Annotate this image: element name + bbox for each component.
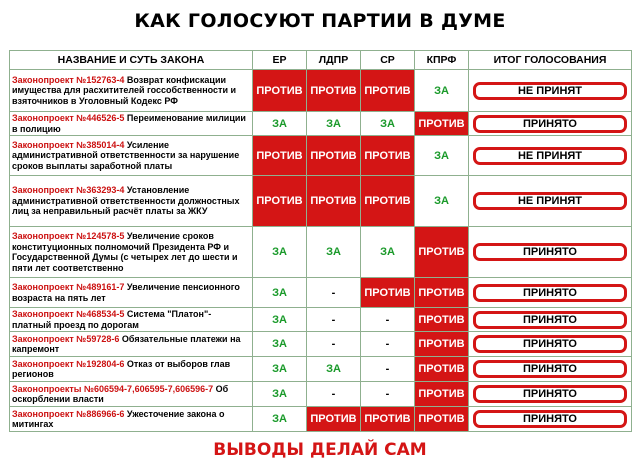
- votes-table: [9, 50, 632, 432]
- law-description: Система "Платон"- платный проезд по дорогам: [12, 309, 212, 330]
- vote-sr: -: [361, 357, 415, 382]
- result-cell: [469, 278, 632, 308]
- result-badge: ПРИНЯТО: [473, 284, 627, 302]
- result-cell: [469, 176, 632, 227]
- law-number: Законопроект №489161-7: [12, 282, 125, 292]
- law-description: Усиление административной ответственности за нарушение сроков выплаты заработной платы: [12, 139, 240, 171]
- vote-er: ПРОТИВ: [253, 176, 307, 227]
- result-cell: [469, 70, 632, 112]
- vote-sr: ЗА: [361, 227, 415, 278]
- law-description: Увеличение пенсионного возраста на пять лет: [12, 282, 240, 303]
- vote-kprf: ПРОТИВ: [415, 382, 469, 407]
- vote-er: ЗА: [253, 407, 307, 432]
- table-row: [10, 227, 632, 278]
- vote-ldpr: -: [307, 382, 361, 407]
- law-description: Об оскорблении власти: [12, 383, 229, 404]
- vote-sr: -: [361, 332, 415, 357]
- law-number: Законопроект №468534-5: [12, 309, 125, 319]
- vote-sr: ПРОТИВ: [361, 407, 415, 432]
- table-header-row: [10, 51, 632, 70]
- law-number: Законопроект №152763-4: [12, 74, 125, 85]
- result-cell: [469, 227, 632, 278]
- law-cell: [10, 136, 253, 176]
- vote-er: ЗА: [253, 112, 307, 136]
- vote-er: ПРОТИВ: [253, 136, 307, 176]
- law-description: Переименование милиции в полицию: [12, 113, 246, 134]
- vote-ldpr: ЗА: [307, 357, 361, 382]
- result-cell: [469, 136, 632, 176]
- vote-sr: ПРОТИВ: [361, 278, 415, 308]
- law-cell: [10, 382, 253, 407]
- vote-ldpr: ЗА: [307, 112, 361, 136]
- vote-ldpr: -: [307, 308, 361, 332]
- result-badge: ПРИНЯТО: [473, 385, 627, 403]
- vote-kprf: ПРОТИВ: [415, 407, 469, 432]
- result-badge: ПРИНЯТО: [473, 360, 627, 378]
- vote-er: ЗА: [253, 308, 307, 332]
- result-badge: ПРИНЯТО: [473, 410, 627, 428]
- law-cell: [10, 308, 253, 332]
- vote-kprf: ПРОТИВ: [415, 332, 469, 357]
- vote-kprf: ПРОТИВ: [415, 227, 469, 278]
- table-row: [10, 112, 632, 136]
- table-row: [10, 70, 632, 112]
- table-row: [10, 382, 632, 407]
- vote-ldpr: ЗА: [307, 227, 361, 278]
- result-cell: [469, 308, 632, 332]
- table-row: [10, 308, 632, 332]
- vote-sr: ПРОТИВ: [361, 136, 415, 176]
- result-badge: ПРИНЯТО: [473, 335, 627, 353]
- law-cell: [10, 70, 253, 112]
- result-badge: ПРИНЯТО: [473, 243, 627, 261]
- law-number: Законопроект №886966-6: [12, 408, 125, 419]
- result-cell: [469, 357, 632, 382]
- vote-ldpr: -: [307, 278, 361, 308]
- vote-kprf: ПРОТИВ: [415, 112, 469, 136]
- header-result: ИТОГ ГОЛОСОВАНИЯ: [469, 51, 632, 70]
- header-sr: СР: [361, 51, 415, 70]
- law-cell: [10, 278, 253, 308]
- vote-er: ЗА: [253, 278, 307, 308]
- result-badge: ПРИНЯТО: [473, 311, 627, 329]
- vote-ldpr: ПРОТИВ: [307, 70, 361, 112]
- footer-slogan: ВЫВОДЫ ДЕЛАЙ САМ: [213, 440, 427, 460]
- vote-er: ПРОТИВ: [253, 70, 307, 112]
- vote-kprf: ПРОТИВ: [415, 357, 469, 382]
- result-cell: [469, 332, 632, 357]
- vote-er: ЗА: [253, 357, 307, 382]
- vote-kprf: ПРОТИВ: [415, 278, 469, 308]
- vote-ldpr: ПРОТИВ: [307, 136, 361, 176]
- result-badge: НЕ ПРИНЯТ: [473, 192, 627, 210]
- table-row: [10, 407, 632, 432]
- vote-ldpr: -: [307, 332, 361, 357]
- result-badge: НЕ ПРИНЯТ: [473, 147, 627, 165]
- law-number: Законопроект №446526-5: [12, 113, 125, 123]
- law-description: Отказ от выборов глав регионов: [12, 358, 231, 379]
- law-number: Законопроекты №606594-7,606595-7,606596-7: [12, 383, 214, 394]
- header-law: НАЗВАНИЕ И СУТЬ ЗАКОНА: [10, 51, 253, 70]
- law-description: Обязательные платежи на капремонт: [12, 333, 241, 354]
- law-cell: [10, 112, 253, 136]
- law-cell: [10, 357, 253, 382]
- vote-sr: ПРОТИВ: [361, 176, 415, 227]
- vote-er: ЗА: [253, 332, 307, 357]
- vote-er: ЗА: [253, 227, 307, 278]
- vote-kprf: ПРОТИВ: [415, 308, 469, 332]
- table-row: [10, 278, 632, 308]
- header-er: ЕР: [253, 51, 307, 70]
- vote-ldpr: ПРОТИВ: [307, 407, 361, 432]
- law-number: Законопроект №363293-4: [12, 185, 125, 196]
- result-cell: [469, 407, 632, 432]
- result-cell: [469, 112, 632, 136]
- result-badge: ПРИНЯТО: [473, 115, 627, 133]
- table-row: [10, 332, 632, 357]
- table-row: [10, 357, 632, 382]
- result-cell: [469, 382, 632, 407]
- law-number: Законопроект №385014-4: [12, 139, 125, 150]
- vote-kprf: ЗА: [415, 176, 469, 227]
- result-badge: НЕ ПРИНЯТ: [473, 82, 627, 100]
- law-description: Установление административной ответственности должностных лиц за неправильный расчёт платы за ЖКУ: [12, 185, 240, 217]
- header-ldpr: ЛДПР: [307, 51, 361, 70]
- header-kprf: КПРФ: [415, 51, 469, 70]
- law-description: Ужесточение закона о митингах: [12, 408, 225, 429]
- table-row: [10, 136, 632, 176]
- vote-sr: -: [361, 308, 415, 332]
- law-number: Законопроект №59728-6: [12, 333, 120, 344]
- law-number: Законопроект №124578-5: [12, 231, 125, 241]
- table-row: [10, 176, 632, 227]
- law-description: Возврат конфискации имущества для расхитителей госсобственности и взяточников в Уголовный Кодекс РФ: [12, 74, 237, 106]
- law-number: Законопроект №192804-6: [12, 358, 125, 369]
- law-cell: [10, 227, 253, 278]
- vote-sr: ЗА: [361, 112, 415, 136]
- vote-sr: -: [361, 382, 415, 407]
- page-title: КАК ГОЛОСУЮТ ПАРТИИ В ДУМЕ: [134, 10, 506, 32]
- vote-ldpr: ПРОТИВ: [307, 176, 361, 227]
- law-description: Увеличение сроков конституционных полномочий Президента РФ и Государственной Думы (с четырех лет до шести и пяти лет соответственно: [12, 231, 238, 273]
- vote-sr: ПРОТИВ: [361, 70, 415, 112]
- vote-er: ЗА: [253, 382, 307, 407]
- law-cell: [10, 332, 253, 357]
- law-cell: [10, 407, 253, 432]
- vote-kprf: ЗА: [415, 136, 469, 176]
- vote-kprf: ЗА: [415, 70, 469, 112]
- law-cell: [10, 176, 253, 227]
